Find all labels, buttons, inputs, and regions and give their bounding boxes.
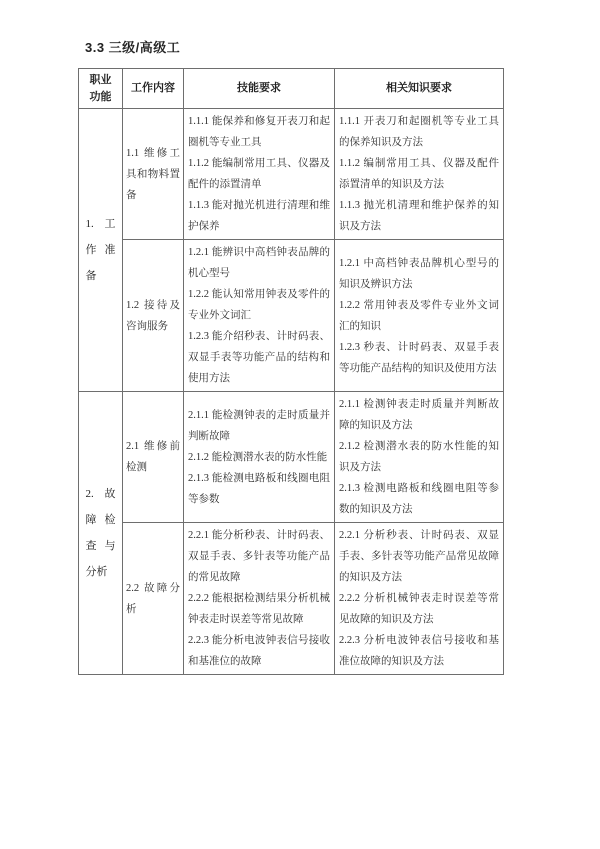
task-label-2-1: 2.1 维修前检测 [126, 441, 180, 473]
skill-item-2-1-1: 2.1.1 能检测钟表的走时质量并判断故障 [188, 409, 330, 442]
cell-skills-2-1 [184, 392, 335, 523]
skill-item-2-1-2: 2.1.2 能检测潜水表的防水性能 [188, 451, 328, 463]
knowledge-item-2-2-1: 2.2.1 分析秒表、计时码表、双显手表、多针表等功能产品常见故障的知识及方法 [339, 530, 499, 583]
cell-knowledge-2-2 [335, 523, 504, 675]
skill-item-1-2-2: 1.2.2 能认知常用钟表及零件的专业外文词汇 [188, 289, 330, 321]
knowledge-item-1-2-1: 1.2.1 中高档钟表品牌机心型号的知识及辨识方法 [339, 257, 499, 290]
task-label-1-2: 1.2 接待及咨询服务 [126, 299, 180, 332]
cell-skills-1-2 [184, 240, 335, 392]
skill-item-2-2-2: 2.2.2 能根据检测结果分析机械钟表走时误差等常见故障 [188, 593, 330, 625]
knowledge-item-2-1-1: 2.1.1 检测钟表走时质量并判断故障的知识及方法 [339, 399, 499, 431]
knowledge-item-1-1-3: 1.1.3 抛光机清理和维护保养的知识及方法 [339, 200, 499, 232]
col-header-skills: 技能要求 [184, 69, 335, 109]
cell-skills-2-2 [184, 523, 335, 675]
knowledge-item-2-1-2: 2.1.2 检测潜水表的防水性能的知识及方法 [339, 441, 499, 473]
function-label-preparation: 1. 工作准备 [85, 218, 116, 282]
table-row-1-1 [79, 109, 504, 240]
function-label-fault-analysis: 2. 故障检查与分析 [85, 488, 116, 578]
cell-task-2-1 [123, 392, 184, 523]
col-header-function-label: 职业功能 [89, 73, 112, 103]
task-label-1-1: 1.1 维修工具和物料置备 [126, 147, 180, 201]
cell-knowledge-1-2 [335, 240, 504, 392]
skill-item-2-1-3: 2.1.3 能检测电路板和线圈电阻等参数 [188, 472, 330, 505]
cell-function-fault-analysis [79, 392, 123, 675]
knowledge-item-1-2-2: 1.2.2 常用钟表及零件专业外文词汇的知识 [339, 299, 499, 332]
skill-requirements-table [78, 68, 504, 675]
cell-task-1-2 [123, 240, 184, 392]
cell-task-2-2 [123, 523, 184, 675]
task-label-2-2: 2.2 故障分析 [126, 582, 180, 615]
cell-function-preparation [79, 109, 123, 392]
table-row-1-2 [79, 240, 504, 392]
cell-task-1-1 [123, 109, 184, 240]
cell-knowledge-2-1 [335, 392, 504, 523]
col-header-task: 工作内容 [123, 69, 184, 109]
cell-skills-1-1 [184, 109, 335, 240]
col-header-knowledge: 相关知识要求 [335, 69, 504, 109]
col-header-function [79, 69, 123, 109]
skill-item-1-2-1: 1.2.1 能辨识中高档钟表品牌的机心型号 [188, 247, 330, 279]
skill-item-1-1-3: 1.1.3 能对抛光机进行清理和维护保养 [188, 200, 330, 232]
skill-item-1-2-3: 1.2.3 能介绍秒表、计时码表、双显手表等功能产品的结构和使用方法 [188, 331, 330, 384]
cell-knowledge-1-1 [335, 109, 504, 240]
knowledge-item-1-1-2: 1.1.2 编制常用工具、仪器及配件添置清单的知识及方法 [339, 158, 499, 190]
table-row-2-1 [79, 392, 504, 523]
skill-item-2-2-1: 2.2.1 能分析秒表、计时码表、双显手表、多针表等功能产品的常见故障 [188, 530, 330, 583]
knowledge-item-2-2-3: 2.2.3 分析电波钟表信号接收和基准位故障的知识及方法 [339, 635, 499, 667]
skill-item-2-2-3: 2.2.3 能分析电波钟表信号接收和基准位的故障 [188, 635, 330, 667]
table-header-row [79, 69, 504, 109]
skill-item-1-1-2: 1.1.2 能编制常用工具、仪器及配件的添置清单 [188, 158, 330, 190]
knowledge-item-2-1-3: 2.1.3 检测电路板和线圈电阻等参数的知识及方法 [339, 483, 499, 515]
skill-item-1-1-1: 1.1.1 能保养和修复开表刀和起圈机等专业工具 [188, 116, 330, 148]
table-row-2-2 [79, 523, 504, 675]
knowledge-item-2-2-2: 2.2.2 分析机械钟表走时误差等常见故障的知识及方法 [339, 593, 499, 625]
knowledge-item-1-1-1: 1.1.1 开表刀和起圈机等专业工具的保养知识及方法 [339, 116, 499, 148]
section-title: 3.3 三级/高级工 [85, 40, 181, 55]
knowledge-item-1-2-3: 1.2.3 秒表、计时码表、双显手表等功能产品结构的知识及使用方法 [339, 341, 499, 374]
